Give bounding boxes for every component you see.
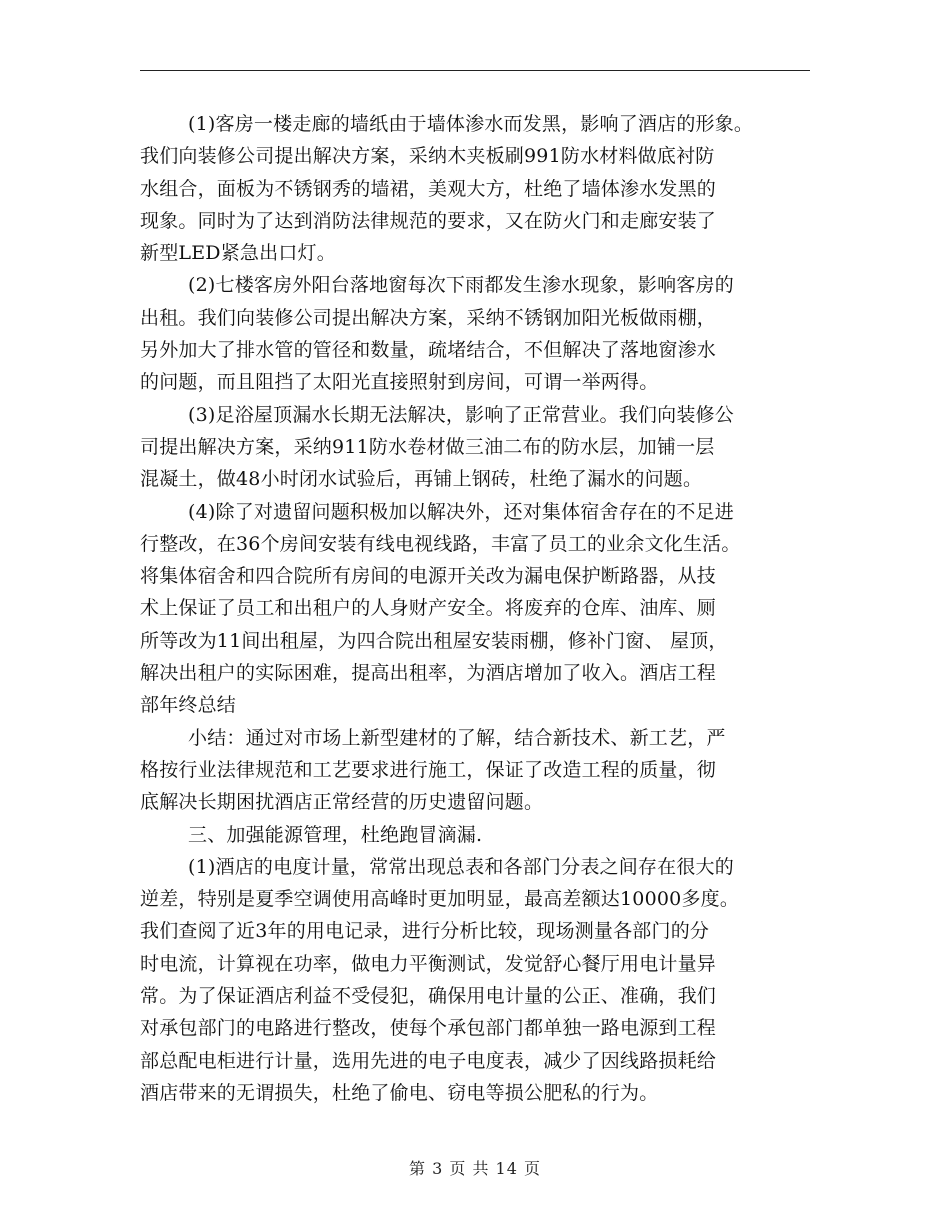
paragraph-line: 解决出租户的实际困难，提高出租率，为酒店增加了收入。酒店工程 bbox=[140, 662, 717, 685]
paragraph-line: 底解决长期困扰酒店正常经营的历史遗留问题。 bbox=[140, 791, 544, 814]
paragraph-line: 时电流，计算视在功率，做电力平衡测试，发觉舒心餐厅用电计量异 bbox=[140, 952, 717, 975]
paragraph-line: 部年终总结 bbox=[140, 694, 237, 717]
paragraph-line: (1)酒店的电度计量，常常出现总表和各部门分表之间存在很大的 bbox=[188, 855, 734, 878]
section-heading: 三、加强能源管理，杜绝跑冒滴漏. bbox=[188, 823, 483, 846]
paragraph-line: 对承包部门的电路进行整改，使每个承包部门都单独一路电源到工程 bbox=[140, 1017, 717, 1040]
paragraph-line: 所等改为11间出租屋，为四合院出租屋安装雨棚，修补门窗、 屋顶， bbox=[140, 629, 728, 652]
paragraph-line: (2)七楼客房外阳台落地窗每次下雨都发生渗水现象，影响客房的 bbox=[188, 274, 734, 297]
paragraph-line: (1)客房一楼走廊的墙纸由于墙体渗水而发黑，影响了酒店的形象。 bbox=[188, 113, 754, 135]
paragraph-line: 逆差，特别是夏季空调使用高峰时更加明显，最高差额达10000多度。 bbox=[140, 888, 740, 911]
paragraph-line: 我们向装修公司提出解决方案，采纳木夹板刷991防水材料做底衬防 bbox=[140, 145, 715, 168]
paragraph-line: 常。为了保证酒店利益不受侵犯，确保用电计量的公正、准确，我们 bbox=[140, 985, 717, 1008]
paragraph-line: 我们查阅了近3年的用电记录，进行分析比较，现场测量各部门的分 bbox=[140, 920, 710, 943]
paragraph-line: 新型LED紧急出口灯。 bbox=[140, 242, 336, 265]
document-body bbox=[140, 108, 830, 1109]
paragraph-line: 格按行业法律规范和工艺要求进行施工，保证了改造工程的质量，彻 bbox=[140, 758, 717, 781]
page-number: 第 3 页 共 14 页 bbox=[409, 1159, 541, 1178]
header-rule bbox=[140, 70, 810, 71]
paragraph-line: 将集体宿舍和四合院所有房间的电源开关改为漏电保护断路器，从技 bbox=[140, 565, 717, 588]
paragraph-line: 现象。同时为了达到消防法律规范的要求，又在防火门和走廊安装了 bbox=[140, 209, 717, 232]
paragraph-line: 另外加大了排水管的管径和数量，疏堵结合，不但解决了落地窗渗水 bbox=[140, 339, 717, 362]
paragraph-line: (4)除了对遗留问题积极加以解决外，还对集体宿舍存在的不足进 bbox=[188, 500, 734, 523]
paragraph-line: (3)足浴屋顶漏水长期无法解决，影响了正常营业。我们向装修公 bbox=[188, 403, 734, 426]
paragraph-line: 混凝土，做48小时闭水试验后，再铺上钢砖，杜绝了漏水的问题。 bbox=[140, 468, 703, 491]
paragraph-line: 司提出解决方案，采纳911防水卷材做三油二布的防水层，加铺一层 bbox=[140, 435, 715, 458]
paragraph-line: 小结：通过对市场上新型建材的了解，结合新技术、新工艺，严 bbox=[188, 726, 726, 749]
paragraph-line: 的问题，而且阻挡了太阳光直接照射到房间，可谓一举两得。 bbox=[140, 371, 659, 394]
paragraph-line: 术上保证了员工和出租户的人身财产安全。将废弃的仓库、油库、厕 bbox=[140, 597, 717, 620]
paragraph-line: 酒店带来的无谓损失，杜绝了偷电、窃电等损公肥私的行为。 bbox=[140, 1081, 659, 1104]
paragraph-line: 行整改，在36个房间安装有线电视线路，丰富了员工的业余文化生活。 bbox=[140, 532, 741, 555]
paragraph-line: 出租。我们向装修公司提出解决方案，采纳不锈钢加阳光板做雨棚， bbox=[140, 306, 717, 329]
paragraph-line: 水组合，面板为不锈钢秀的墙裙，美观大方，杜绝了墙体渗水发黑的 bbox=[140, 177, 717, 200]
paragraph-line: 部总配电柜进行计量，选用先进的电子电度表，减少了因线路损耗给 bbox=[140, 1049, 717, 1072]
